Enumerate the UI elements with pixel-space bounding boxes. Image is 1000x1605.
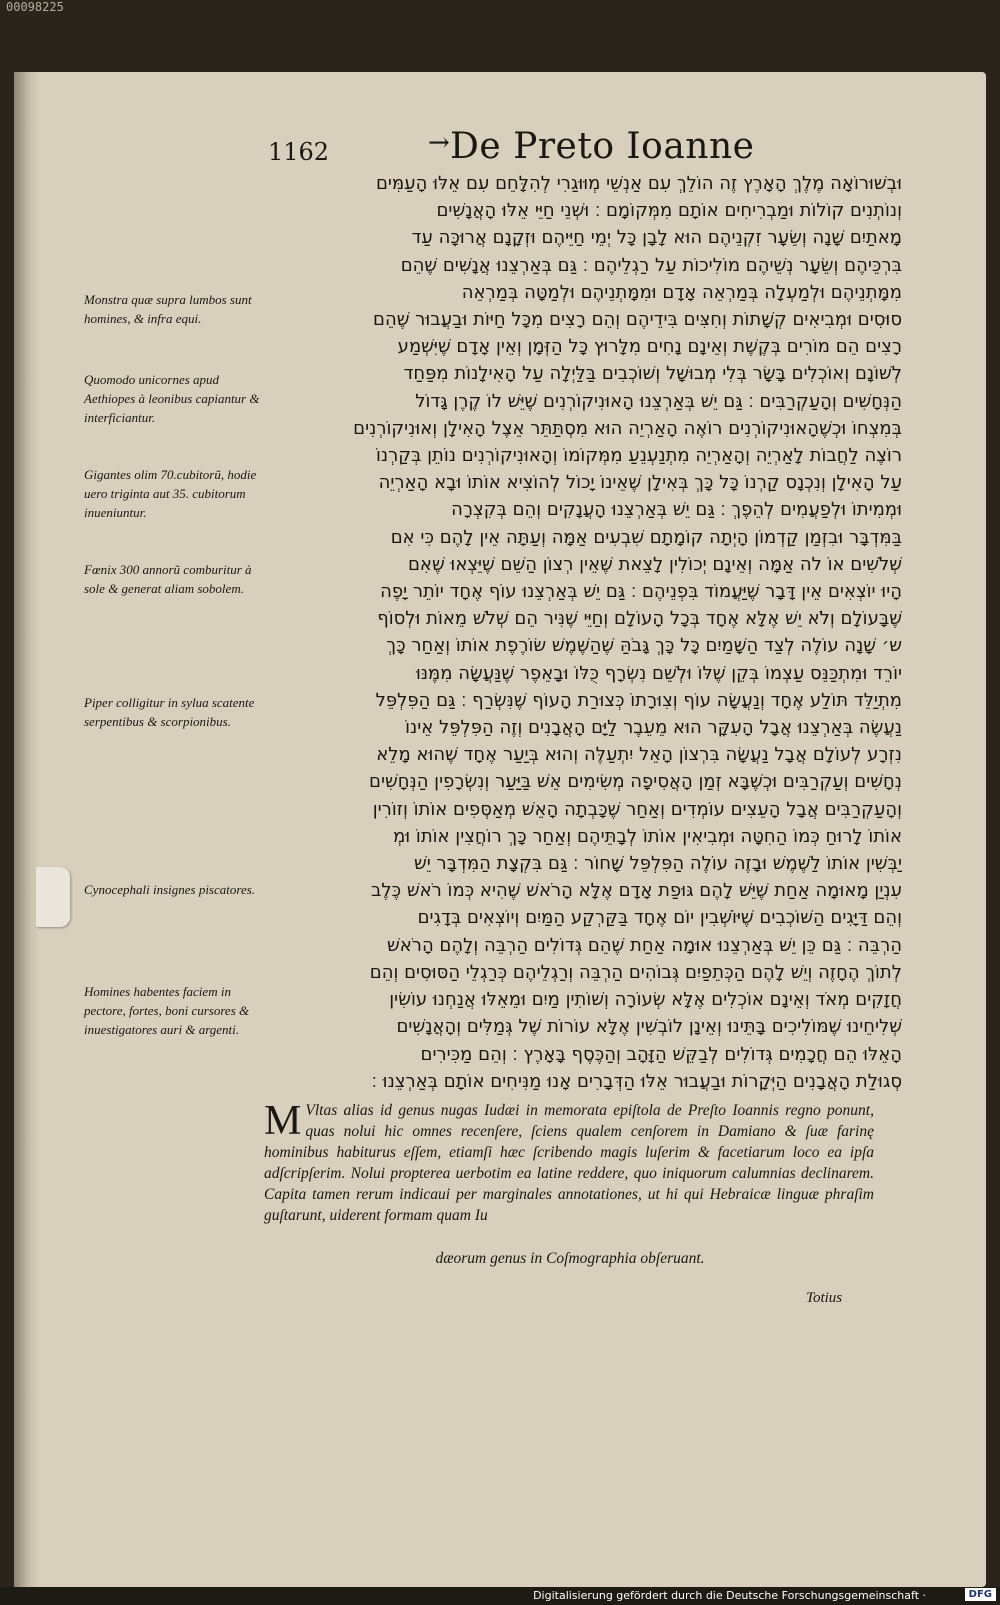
hebrew-line: עִנְיַן מָאוּמָה אַחַת שֶׁיֵּשׁ לָהֶם גּוּפַת אָדָם אֶלָּא הָרֹאשׁ שֶׁהִיא כְּמוֹ רֹאשׁ כֶּלֶב: [371, 880, 902, 902]
hebrew-line: לְתוֹךְ הֶחָזֶה וְיֵשׁ לָהֶם הַכְּתֵפַיִם גְּבוֹהִים הַרְבֵּה וְרַגְלֵיהֶם כְּרַגְלֵי הַסּוּסִים וְהֵם: [369, 961, 902, 983]
hebrew-line: וּמְמִיתוֹ וּלְפַעֲמִים לְהֵפֶךְ ׃ גַּם יֵשׁ בְּאַרְצֵנוּ הָעֲנָקִים וְהֵם בְּקִצְרָה: [451, 499, 902, 521]
hebrew-line: נְחָשִׁים וְעַקְרַבִּים וּכְשֶׁבָּא זְמַן הָאֲסִיפָה מְשִׂימִים אֵשׁ בַּיַּעַר וְנִשְׂרָפִין הַנְּחָשִׁים: [369, 771, 902, 793]
hebrew-line: בַּמִּדְבָּר וּבִזְמַן קַדְמוֹן הָיְתָה קוֹמָתָם שִׁבְעִים אַמָּה וְעַתָּה אֵין לָהֶם כִּי אִם: [390, 526, 902, 548]
marginal-note: Gigantes olim 70.cubitorũ, hodie uero triginta aut 35. cubitorum inueniuntur.: [84, 467, 257, 520]
catchword: Totius: [806, 1290, 843, 1306]
drop-cap: M: [264, 1098, 302, 1144]
hebrew-line: שֶׁבָּעוֹלָם וְלֹא יֵשׁ אֶלָּא אֶחָד בְּכָל הָעוֹלָם וְחַיֵּי שֶׁנִּיר הֵם שְׁלֹשׁ מֵאוֹת וּלְסוֹף: [377, 608, 902, 630]
corner-id: 00098225: [6, 0, 64, 14]
hebrew-line: סוּסִים וּמְבִיאִים קְשָׁתוֹת וְחִצִּים בִּידֵיהֶם וְהֵם רָצִים מִכָּל חַיּוֹת וּבַעֲבוּר שֶׁהֵם: [373, 309, 902, 331]
hebrew-line: הַנְּחָשִׁים וְהָעַקְרַבִּים ׃ גַּם יֵשׁ בְּאַרְצֵנוּ הָאוּנִיקוֹרְנִים שֶׁיֵּשׁ לוֹ קֶרֶן גָּדוֹל: [415, 390, 902, 412]
marginal-note: Monstra quæ supra lumbos sunt homines, & infra equi.: [84, 292, 252, 326]
arrow-icon: →: [428, 128, 450, 158]
hebrew-line: מִתְיַלֵּד תּוֹלַע אֶחָד וְנַעֲשָׂה עוֹף וְצִוּרָתוֹ כְּצוּרַת הָעוֹף שֶׁנִּשְׂרַף ׃ גַּם הַפִּלְפֵּל: [375, 689, 902, 711]
dfg-logo: DFG: [965, 1588, 996, 1601]
hebrew-line: שְׁלִיחֵינוּ שֶׁמּוֹלִיכִים בָּתֵּינוּ וְאֵינָן לוֹבְשִׁין אֶלָּא עוֹרוֹת שֶׁל גְּמַלִּים וְהָאֲנָשִׁים: [396, 1016, 902, 1038]
marginal-note: Quomodo unicornes apud Aethiopes à leonibus capiantur & interficiantur.: [84, 372, 260, 425]
hebrew-line: הָאֵלּוּ הֵם חֲכָמִים גְּדוֹלִים לְבַקֵּשׁ הַזָּהָב וְהַכֶּסֶף בָּאָרֶץ ׃ וְהֵם מַכִּירִים: [420, 1043, 902, 1065]
hebrew-line: וְהָעַקְרַבִּים אֲבָל הָעֵצִים עוֹמְדִים וְאַחַר שֶׁכָּבְתָה הָאֵשׁ מְאַסְּפִים אוֹתוֹ וְזוֹרִין: [372, 798, 902, 820]
footer-bar: [0, 1587, 1000, 1605]
hebrew-line: ש׳ שָׁנָה עוֹלֶה לְצַד הַשָּׁמַיִם כָּל כָּךְ גָּבֹהַּ שֶׁהַשֶּׁמֶשׁ שׂוֹרֶפֶת אוֹתוֹ וְאַחַר כָּךְ: [386, 635, 902, 657]
page-binding: [14, 72, 40, 1587]
marginal-note: Homines habentes faciem in pectore, fortes, boni cursores & inuestigatores auri & argenti.: [84, 984, 250, 1037]
marginal-note: Piper colligitur in sylua scatente serpentibus & scorpionibus.: [84, 695, 255, 729]
hebrew-line: אוֹתוֹ לָרוּחַ כְּמוֹ הַחִטָּה וּמְבִיאִין אוֹתוֹ לְבָתֵּיהֶם וְאַחַר כָּךְ רוֹחֲצִין אוֹתוֹ וּמְ: [393, 825, 902, 847]
marginal-note: Cynocephali insignes piscatores.: [84, 882, 256, 897]
latin-paragraph: [264, 1100, 874, 1226]
hebrew-line: סְגוּלַת הָאֲבָנִים הַיְּקָרוֹת וּבַעֲבוּר אֵלּוּ הַדְּבָרִים אָנוּ מַנִּיחִים אוֹתָם בְּאַרְצֵנוּ ׃: [371, 1070, 902, 1092]
footer-credit: Digitalisierung gefördert durch die Deutsche Forschungsgemeinschaft ·: [533, 1589, 926, 1602]
hebrew-line: חֲזָקִים מְאֹד וְאֵינָם אוֹכְלִים אֶלָּא שְׂעוֹרָה וְשׁוֹתִין מַיִם וּמֵאֵלּוּ אֲנַחְנוּ עוֹשִׂין: [389, 989, 902, 1011]
hebrew-line: וְהֵם דַּיָּגִים הַשּׁוֹכְבִים שֶׁיּוֹשְׁבִין יוֹם אֶחָד בַּקַּרְקַע הַמַּיִם וְיוֹצְאִים בְּדָגִים: [417, 907, 902, 929]
hebrew-line: לְשׁוֹנָם וְאוֹכְלִים בָּשָׂר בְּלִי מְבוּשָּׁל וְשׁוֹכְבִים בַּלַּיְלָה עַל הָאִילָנוֹת מִפַּחַד: [403, 363, 902, 385]
hebrew-line: בְּמִצְחוֹ וּכְשֶׁהָאוּנִיקוֹרְנִים רוֹאֶה הָאַרְיֵה הוּא מִסְתַּתֵּר אֵצֶל הָאִילָן וְאוּנִיקוֹרְנִים: [353, 417, 902, 439]
latin-paragraph-ending: dæorum genus in Coſmographia obſeruant.: [435, 1250, 705, 1267]
hebrew-line: הָיוּ יוֹצְאִים אֵין דָּבָר שֶׁיַּעֲמוֹד בִּפְנֵיהֶם ׃ גַּם יֵשׁ בְּאַרְצֵנוּ עוֹף אֶחָד יוֹתֵר יָפֶה: [380, 581, 902, 603]
hebrew-line: וּבְשׁוּרוֹאָה מֶלֶךְ הָאָרֶץ זֶה הוֹלֵךְ עִם אַנְשֵׁי מְוּוּגַרִי לְהִלָּחֵם עִם אֵלּוּ הָעַמִּים: [375, 173, 902, 194]
hebrew-line: נִזְרָע לְעוֹלָם אֲבָל נַעֲשָׂה בִּרְצוֹן הָאֵל יִתְעַלֶּה וְהוּא בְּיַעַר אֶחָד שֶׁהוּא מָלֵא: [376, 744, 902, 766]
hebrew-line: וְנוֹתְנִים קוֹלוֹת וּמַבְרִיחִים אוֹתָם מִמְּקוֹמָם ׃ וּשְׁנֵי חַיֵּי אֵלּוּ הָאֲנָשִׁים: [436, 200, 902, 222]
hebrew-line: רוֹצֶה לַחֲבוֹת לָאַרְיֵה וְהָאַרְיֵה מִתְנַעְנֵעַ מִמְּקוֹמוֹ וְהָאוּנִיקוֹרְנִים נוֹתֵן בְּקַרְנוֹ: [375, 445, 902, 467]
hebrew-text-block: [262, 170, 902, 1095]
hebrew-line: רָצִים הֵם מוֹרִים בְּקֶשֶׁת וְאֵינָם נָחִים מִלָּרוּץ כָּל הַזְּמָן וְאֵין אָדָם שֶׁיִּשְׁמַע: [397, 336, 902, 358]
hebrew-line: הַרְבֵּה ׃ גַּם כֵּן יֵשׁ בְּאַרְצֵנוּ אוּמָה אַחַת שֶׁהֵם גְּדוֹלִים הַרְבֵּה וְלָהֶם הָרֹאשׁ: [387, 934, 902, 956]
latin-paragraph-text: Vltas alias id genus nugas Iudæi in memorata epiſtola de Preſto Ioannis regno ponunt, quas nolui hic omnes recenſere, ſciens qualem cenſorem in Damiano & ſuæ farinę hominibus habiturus eſſem, etiamſi hæc ſcribendo magis luſerim & facetiarum loco ea ipſa adſcripſerim. Nolui propterea uerbotim ea latine reddere, quo iniquorum calumnias declinarem. Capita tamen rerum indicaui per marginales annotationes, ut hi qui Hebraicæ linguæ phraſim guſtarunt, uiderent formam quam Iu: [264, 1102, 874, 1224]
hebrew-line: יַבְּשִׁין אוֹתוֹ לַשֶּׁמֶשׁ וּבָזֶה עוֹלֶה הַפִּלְפֵּל שָׁחוֹר ׃ גַּם בִּקְצָת הַמִּדְבָּר יֵשׁ: [414, 853, 902, 875]
hebrew-line: בִּרְכֵּיהֶם וְשֵׂעָר נְשֵׁיהֶם מוֹלִיכוֹת עַל רַגְלֵיהֶם ׃ גַּם בְּאַרְצֵנוּ אֲנָשִׁים שֶׁהֵם: [400, 254, 902, 276]
marginal-note: Fœnix 300 annorũ comburitur à sole & generat aliam sobolem.: [84, 562, 252, 596]
page-clip: [36, 867, 70, 927]
hebrew-line: יוֹרֵד וּמִתְכַּנֵּס עַצְמוֹ בְּקֵן שֶׁלּוֹ וּלְשֵׁם נִשְׂרָף כֻּלּוֹ וּבָאֵפֶר שֶׁנַּעֲשָׂה מִמֶּנּוּ: [415, 662, 902, 684]
hebrew-line: נַעֲשֶׂה בְּאַרְצֵנוּ אֲבָל הָעִקָּר הוּא מֵעֵבֶר לַיָּם הָאֲבָנִים וְזֶה הַפִּלְפֵּל אֵינוֹ: [405, 717, 902, 739]
hebrew-line: מִמָּתְנֵיהֶם וּלְמַעְלָה בְּמַרְאֵה אָדָם וּמִמָּתְנֵיהֶם וּלְמַטָּה בְּמַרְאֵה: [461, 281, 902, 303]
hebrew-line: מָאתַיִם שָׁנָה וְשֵׂעָר זִקְנֵיהֶם הוּא לָבָן כָּל יְמֵי חַיֵּיהֶם וּזְקָנָם אֲרוּכָּה עַד: [411, 227, 902, 249]
hebrew-line: שְׁלֹשִׁים אוֹ לה אַמָּה וְאֵינָם יְכוֹלִין לָצֵאת שֶׁאֵין רְצוֹן הַשֵּׁם שֶׁיֵּצְאוּ שֶׁאִם: [407, 553, 902, 575]
running-title: De Preto Ioanne: [450, 126, 755, 167]
page-number: 1162: [268, 138, 330, 166]
hebrew-line: עַל הָאִילָן וְנִכְנָס קַרְנוֹ כָּל כָּךְ בְּאִילָן שֶׁאֵינוֹ יָכוֹל לְהוֹצִיא אוֹתוֹ וּבָא הָאַרְיֵה: [378, 472, 902, 494]
